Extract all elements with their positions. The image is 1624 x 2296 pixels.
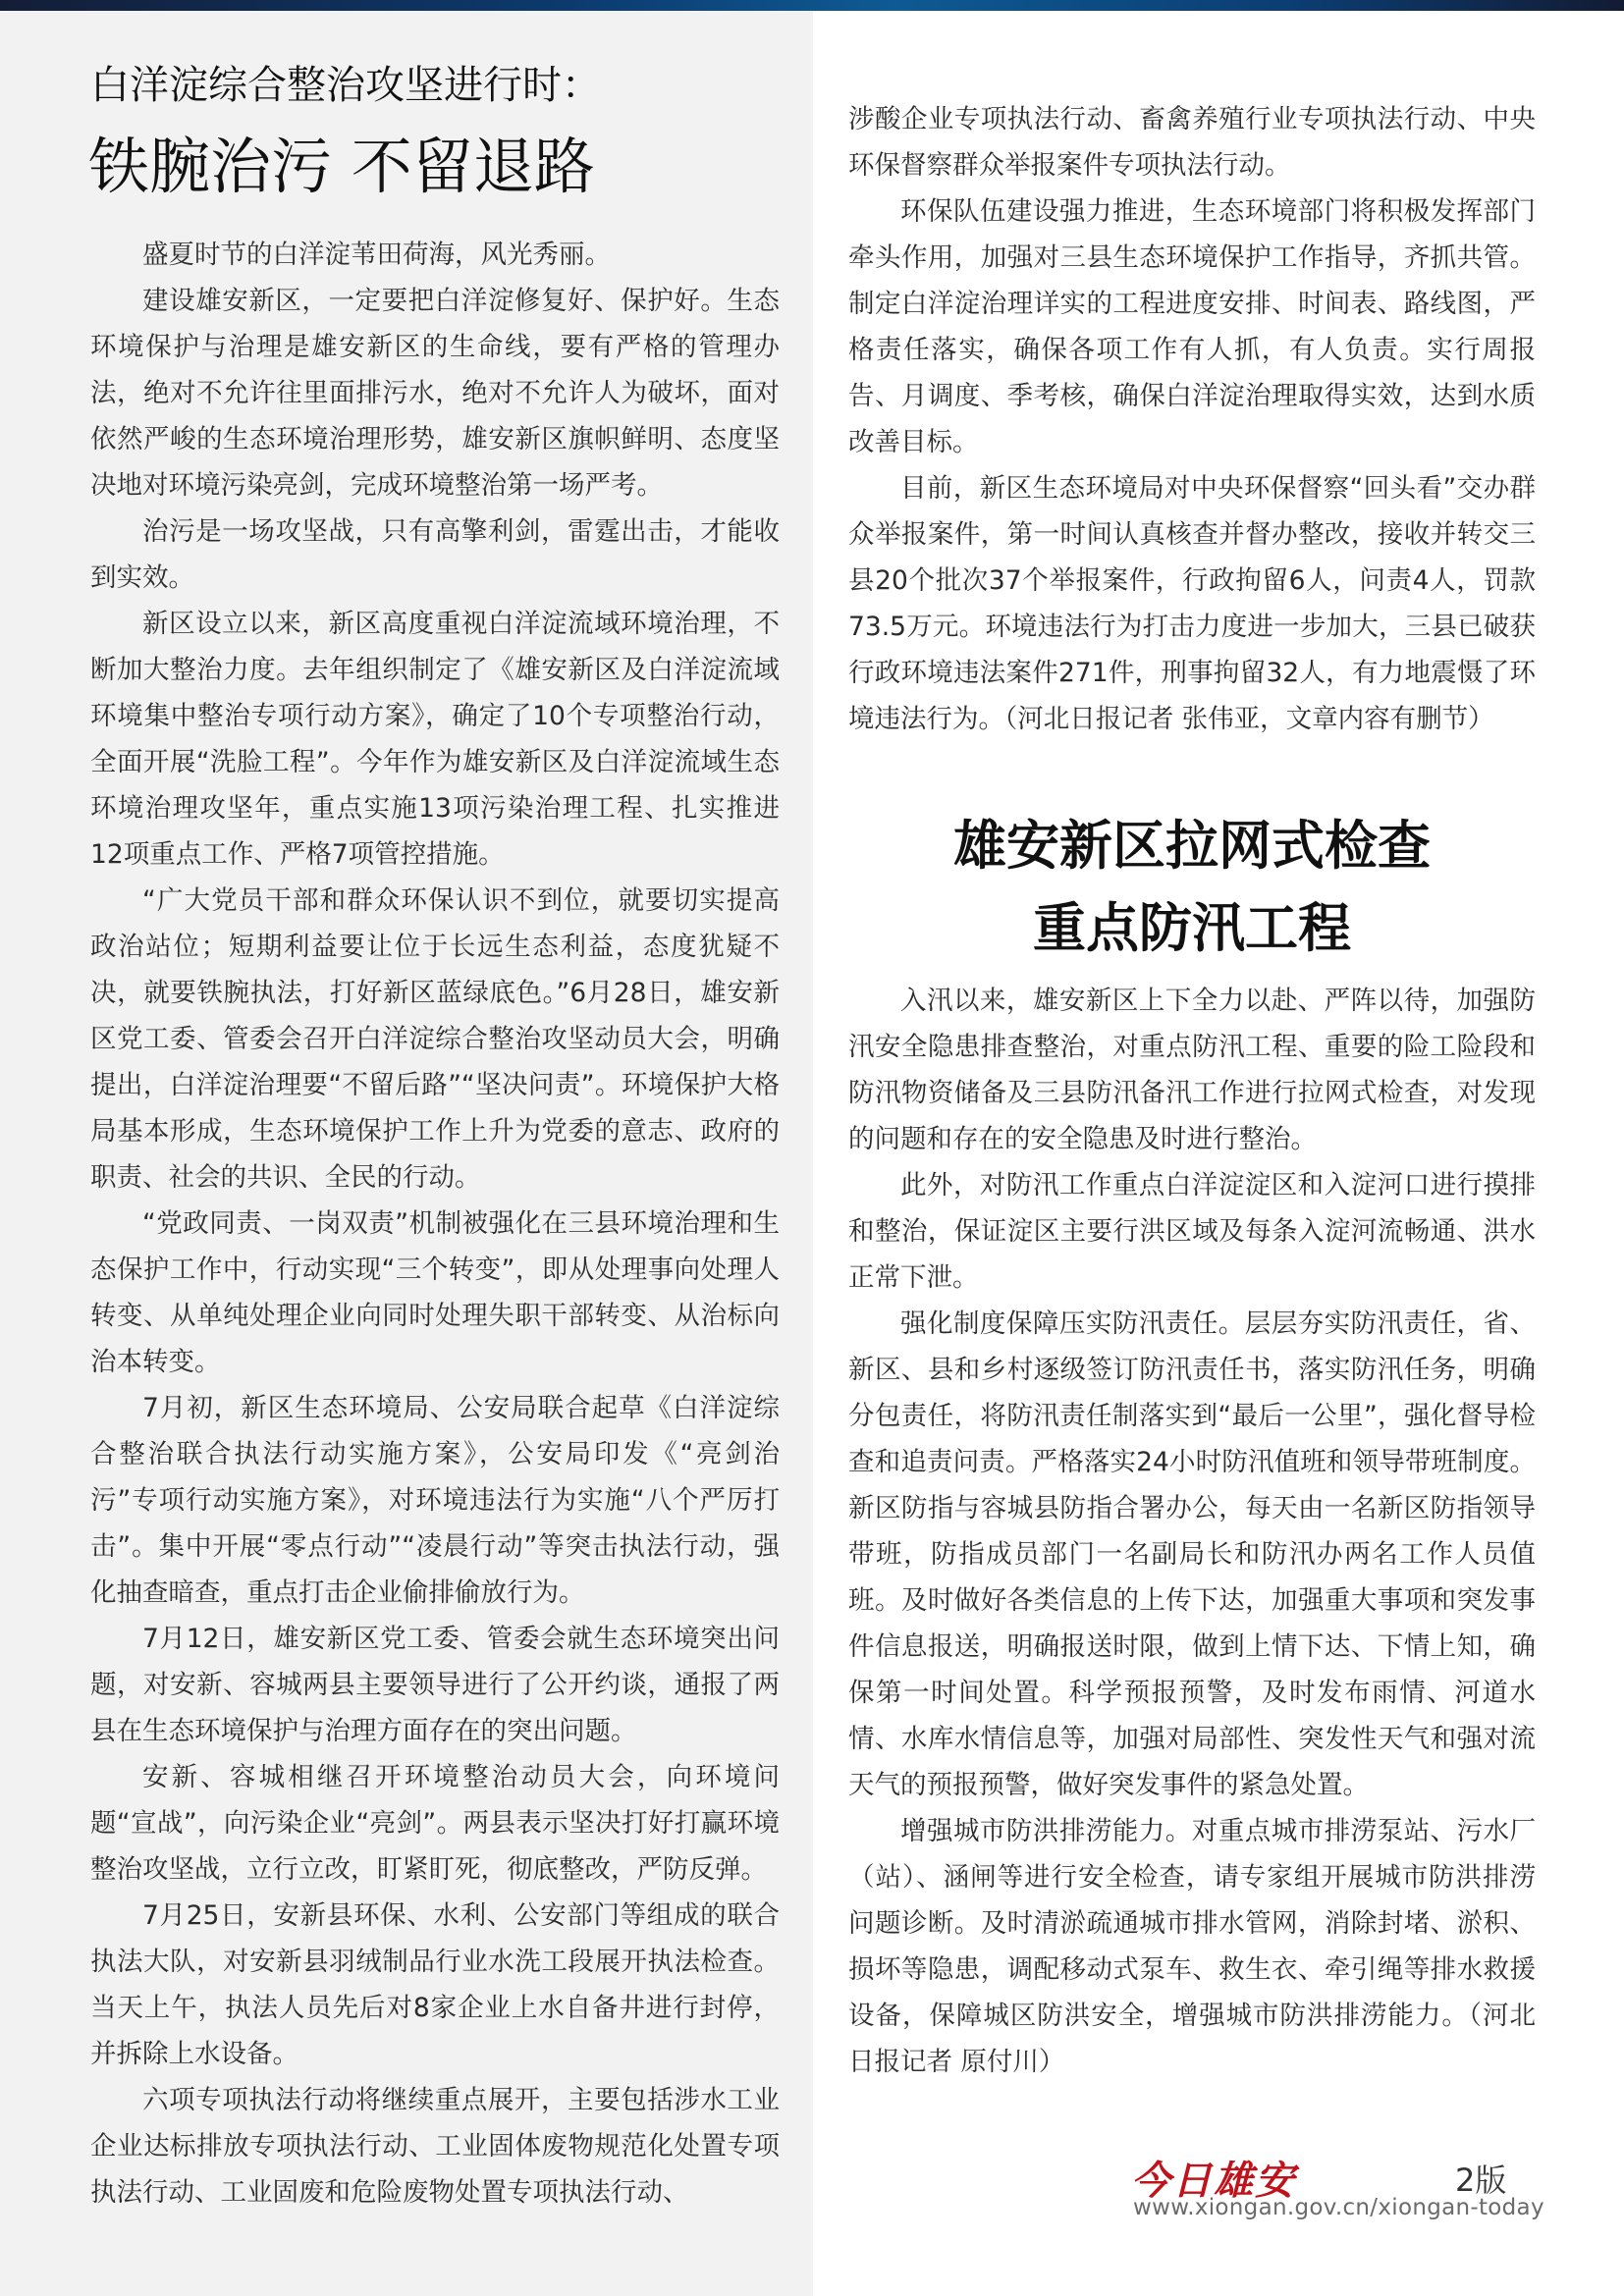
- page-number: 2版: [1455, 2162, 1507, 2199]
- article-body-left: [90, 232, 780, 2283]
- paragraph: 盛夏时节的白洋淀苇田荷海，风光秀丽。: [142, 240, 611, 270]
- article-kicker: 白洋淀综合整治攻坚进行时：: [90, 63, 601, 108]
- paragraph: 7月初，新区生态环境局、公安局联合起草《白洋淀综合整治联合执法行动实施方案》，公安局印发《“亮剑治污”专项行动实施方案》，对环境违法行为实施“八个严厉打击”。集中开展“零点行动”“凌晨行动”等突击执法行动，强化抽查暗查，重点打击企业偷排偷放行为。: [90, 1393, 780, 1608]
- paragraph: 六项专项执法行动将继续重点展开，主要包括涉水工业企业达标排放专项执法行动、工业固体废物规范化处置专项执法行动、工业固废和危险废物处置专项执法行动、: [90, 2085, 780, 2208]
- second-article-body: [848, 978, 1536, 2085]
- paragraph: 新区设立以来，新区高度重视白洋淀流域环境治理，不断加大整治力度。去年组织制定了《雄安新区及白洋淀流域环境集中整治专项行动方案》，确定了10个专项整治行动，全面开展“洗脸工程”。今年作为雄安新区及白洋淀流域生态环境治理攻坚年，重点实施13项污染治理工程、扎实推进12项重点工作、严格7项管控措施。: [90, 609, 780, 870]
- second-article-title: [848, 805, 1536, 970]
- paragraph: 此外，对防汛工作重点白洋淀淀区和入淀河口进行摸排和整治，保证淀区主要行洪区域及每条入淀河流畅通、洪水正常下泄。: [848, 1170, 1536, 1293]
- paragraph: “广大党员干部和群众环保认识不到位，就要切实提高政治站位；短期利益要让位于长远生态利益，态度犹疑不决，就要铁腕执法，打好新区蓝绿底色。”6月28日，雄安新区党工委、管委会召开白洋淀综合整治攻坚动员大会，明确提出，白洋淀治理要“不留后路”“坚决问责”。环境保护大格局基本形成，生态环境保护工作上升为党委的意志、政府的职责、社会的共识、全民的行动。: [90, 885, 780, 1193]
- paragraph: 治污是一场攻坚战，只有高擎利剑，雷霆出击，才能收到实效。: [90, 516, 780, 593]
- article-body-right-continued: [848, 96, 1536, 742]
- paragraph: 增强城市防洪排涝能力。对重点城市排涝泵站、污水厂（站）、涵闸等进行安全检查，请专家组开展城市防洪排涝问题诊断。及时清淤疏通城市排水管网，消除封堵、淤积、损坏等隐患，调配移动式泵车、救生衣、牵引绳等排水救援设备，保障城区防洪安全，增强城市防洪排涝能力。（河北日报记者 原付川）: [848, 1816, 1536, 2077]
- paragraph: 入汛以来，雄安新区上下全力以赴、严阵以待，加强防汛安全隐患排查整治，对重点防汛工程、重要的险工险段和防汛物资储备及三县防汛备汛工作进行拉网式检查，对发现的问题和存在的安全隐患及时进行整治。: [848, 986, 1536, 1154]
- paragraph: 安新、容城相继召开环境整治动员大会，向环境问题“宣战”，向污染企业“亮剑”。两县表示坚决打好打赢环境整治攻坚战，立行立改，盯紧盯死，彻底整改，严防反弹。: [90, 1762, 780, 1885]
- paragraph: 7月12日，雄安新区党工委、管委会就生态环境突出问题，对安新、容城两县主要领导进行了公开约谈，通报了两县在生态环境保护与治理方面存在的突出问题。: [90, 1624, 780, 1746]
- newspaper-logo: 今日雄安: [1131, 2158, 1296, 2204]
- top-gradient-bar: [0, 0, 1624, 11]
- paragraph: 强化制度保障压实防汛责任。层层夯实防汛责任，省、新区、县和乡村逐级签订防汛责任书，落实防汛任务，明确分包责任，将防汛责任制落实到“最后一公里”，强化督导检查和追责问责。严格落实24小时防汛值班和领导带班制度。新区防指与容城县防指合署办公，每天由一名新区防指领导带班，防指成员部门一名副局长和防汛办两名工作人员值班。及时做好各类信息的上传下达，加强重大事项和突发事件信息报送，明确报送时限，做到上情下达、下情上知，确保第一时间处置。科学预报预警，及时发布雨情、河道水情、水库水情信息等，加强对局部性、突发性天气和强对流天气的预报预警，做好突发事件的紧急处置。: [848, 1308, 1536, 1800]
- paragraph: 目前，新区生态环境局对中央环保督察“回头看”交办群众举报案件，第一时间认真核查并督办整改，接收并转交三县20个批次37个举报案件，行政拘留6人，问责4人，罚款73.5万元。环境违法行为打击力度进一步加大，三县已破获行政环境违法案件271件，刑事拘留32人，有力地震慑了环境违法行为。（河北日报记者 张伟亚，文章内容有删节）: [848, 473, 1536, 734]
- paragraph: 建设雄安新区，一定要把白洋淀修复好、保护好。生态环境保护与治理是雄安新区的生命线，要有严格的管理办法，绝对不允许往里面排污水，绝对不允许人为破坏，面对依然严峻的生态环境治理形势，雄安新区旗帜鲜明、态度坚决地对环境污染亮剑，完成环境整治第一场严考。: [90, 286, 780, 501]
- paragraph-continuation: 涉酸企业专项执法行动、畜禽养殖行业专项执法行动、中央环保督察群众举报案件专项执法行动。: [848, 104, 1536, 181]
- paragraph: 7月25日，安新县环保、水利、公安部门等组成的联合执法大队，对安新县羽绒制品行业水洗工段展开执法检查。当天上午，执法人员先后对8家企业上水自备井进行封停，并拆除上水设备。: [90, 1900, 780, 2069]
- paragraph: 环保队伍建设强力推进，生态环境部门将积极发挥部门牵头作用，加强对三县生态环境保护工作指导，齐抓共管。制定白洋淀治理详实的工程进度安排、时间表、路线图，严格责任落实，确保各项工作有人抓，有人负责。实行周报告、月调度、季考核，确保白洋淀治理取得实效，达到水质改善目标。: [848, 196, 1536, 457]
- paragraph: “党政同责、一岗双责”机制被强化在三县环境治理和生态保护工作中，行动实现“三个转变”，即从处理事向处理人转变、从单纯处理企业向同时处理失职干部转变、从治标向治本转变。: [90, 1208, 780, 1377]
- second-title-line-2: 重点防汛工程: [1033, 897, 1351, 959]
- second-title-line-1: 雄安新区拉网式检查: [953, 815, 1431, 877]
- article-headline: 铁腕治污 不留退路: [88, 131, 595, 202]
- website-url[interactable]: www.xiongan.gov.cn/xiongan-today: [1133, 2195, 1544, 2220]
